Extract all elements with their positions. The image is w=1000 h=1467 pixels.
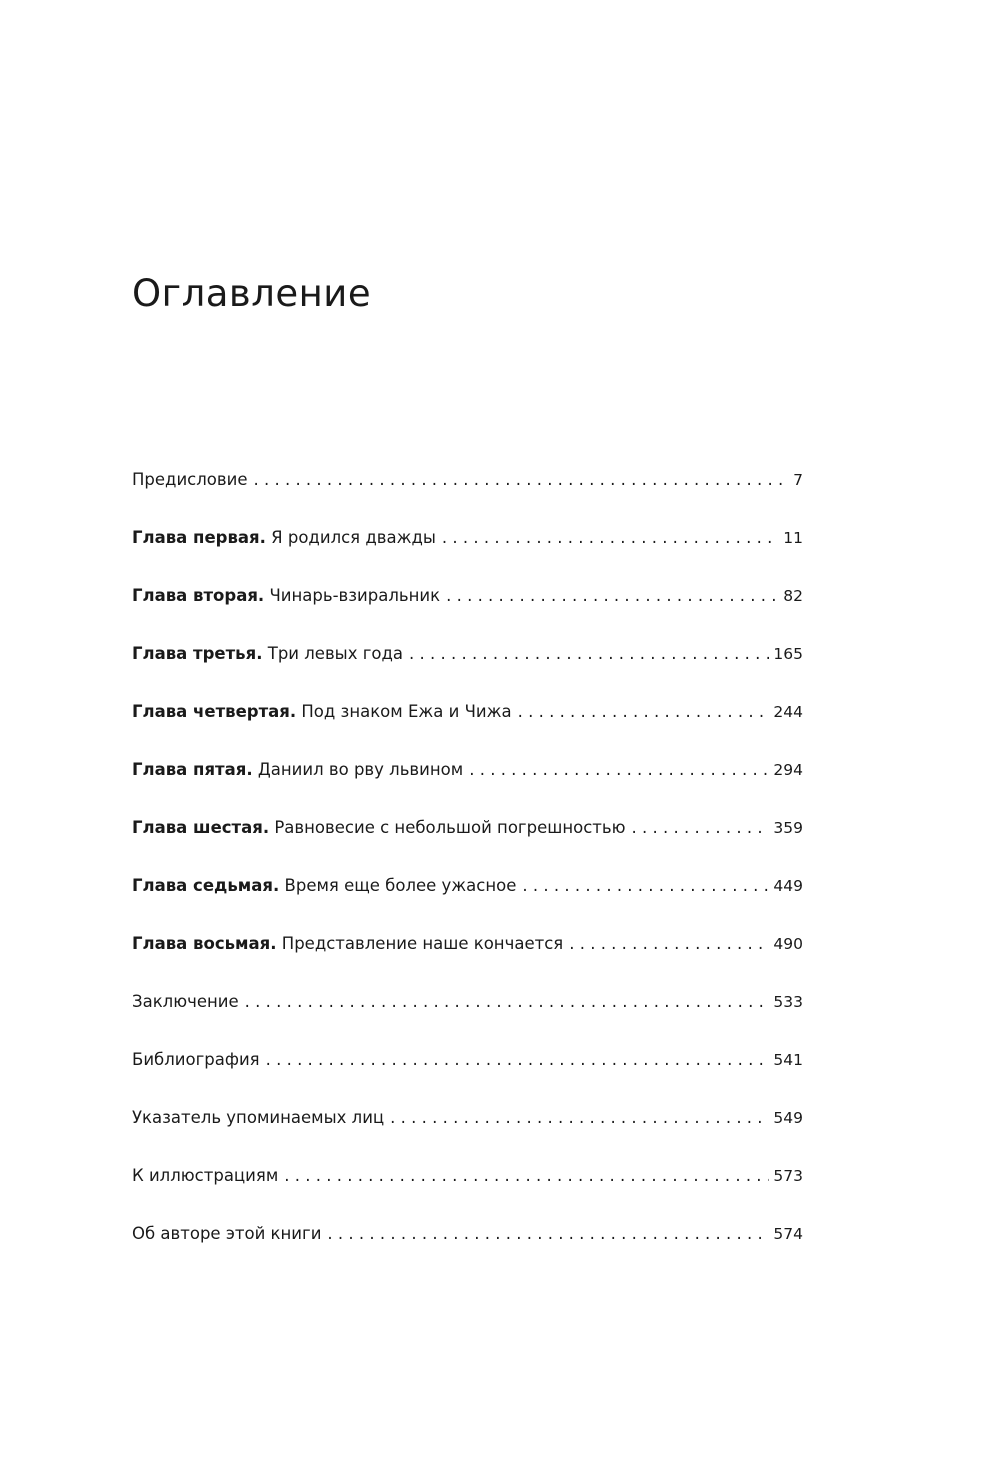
toc-entry-title: Библиография [132, 1050, 260, 1069]
dot-leader [390, 1104, 769, 1132]
toc-entry-chapter-5[interactable] [132, 756, 803, 814]
toc-page-number: 490 [773, 935, 803, 953]
toc-entry-chapter-8[interactable] [132, 930, 803, 988]
dot-leader [569, 930, 769, 958]
dot-leader [446, 582, 779, 610]
toc-page-number: 244 [773, 703, 803, 721]
toc-entry-title: Об авторе этой книги [132, 1224, 322, 1243]
toc-entry-title: Глава вторая. Чинарь-взиральник [132, 586, 441, 605]
chapter-label: Глава первая. [132, 528, 266, 547]
toc-entry-title: К иллюстрациям [132, 1166, 279, 1185]
page-title: Оглавление [132, 272, 372, 315]
toc-entry-title: Глава восьмая. Представление наше кончается [132, 934, 564, 953]
toc-page-number: 449 [773, 877, 803, 895]
dot-leader [284, 1162, 769, 1190]
chapter-label: Глава пятая. [132, 760, 253, 779]
chapter-label: Глава шестая. [132, 818, 270, 837]
toc-entry-chapter-4[interactable] [132, 698, 803, 756]
toc-page-number: 549 [773, 1109, 803, 1127]
toc-entry-title: Глава первая. Я родился дважды [132, 528, 436, 547]
toc-page-number: 294 [773, 761, 803, 779]
toc-entry-chapter-7[interactable] [132, 872, 803, 930]
toc-entry-bibliography[interactable] [132, 1046, 803, 1104]
toc-page-number: 359 [773, 819, 803, 837]
chapter-label: Глава третья. [132, 644, 263, 663]
toc-page-number: 7 [793, 471, 803, 489]
dot-leader [253, 466, 789, 494]
toc-page-number: 574 [773, 1225, 803, 1243]
chapter-label: Глава седьмая. [132, 876, 280, 895]
dot-leader [266, 1046, 770, 1074]
toc-entry-chapter-1[interactable] [132, 524, 803, 582]
toc-entry-title: Глава пятая. Даниил во рву львином [132, 760, 464, 779]
dot-leader [409, 640, 769, 668]
chapter-label: Глава восьмая. [132, 934, 277, 953]
dot-leader [522, 872, 769, 900]
chapter-label: Глава вторая. [132, 586, 265, 605]
dot-leader [327, 1220, 769, 1248]
toc-page-number: 573 [773, 1167, 803, 1185]
table-of-contents [132, 466, 803, 1278]
toc-entry-index[interactable] [132, 1104, 803, 1162]
toc-page-number: 165 [773, 645, 803, 663]
toc-entry-chapter-2[interactable] [132, 582, 803, 640]
chapter-label: Глава четвертая. [132, 702, 297, 721]
toc-entry-about-author[interactable] [132, 1220, 803, 1278]
dot-leader [518, 698, 770, 726]
dot-leader [469, 756, 769, 784]
toc-entry-chapter-3[interactable] [132, 640, 803, 698]
toc-page-number: 11 [783, 529, 803, 547]
dot-leader [442, 524, 779, 552]
toc-entry-title: Глава седьмая. Время еще более ужасное [132, 876, 517, 895]
toc-entry-title: Заключение [132, 992, 239, 1011]
toc-entry-chapter-6[interactable] [132, 814, 803, 872]
toc-entry-preface[interactable] [132, 466, 803, 524]
toc-entry-title: Глава шестая. Равновесие с небольшой погрешностью [132, 818, 626, 837]
toc-entry-title: Глава третья. Три левых года [132, 644, 403, 663]
dot-leader [245, 988, 770, 1016]
toc-page-number: 541 [773, 1051, 803, 1069]
toc-entry-illustrations[interactable] [132, 1162, 803, 1220]
dot-leader [632, 814, 770, 842]
toc-entry-title: Предисловие [132, 470, 248, 489]
toc-entry-conclusion[interactable] [132, 988, 803, 1046]
toc-page-number: 533 [773, 993, 803, 1011]
toc-entry-title: Указатель упоминаемых лиц [132, 1108, 385, 1127]
toc-entry-title: Глава четвертая. Под знаком Ежа и Чижа [132, 702, 512, 721]
toc-page-number: 82 [783, 587, 803, 605]
